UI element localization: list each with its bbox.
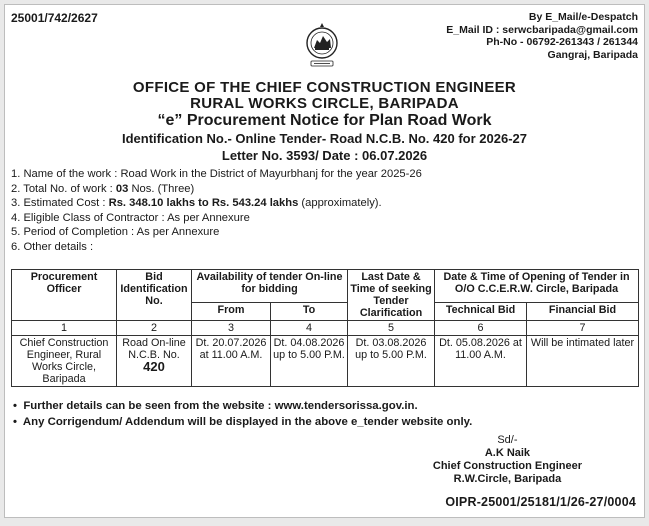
notice-title: “e” Procurement Notice for Plan Road Work [157,112,492,129]
odisha-emblem-icon [301,19,343,73]
bullet-website-note: • Further details can be seen from the website : www.tendersorissa.gov.in. [13,400,418,412]
cell-financial-bid: Will be intimated later [527,336,639,387]
column-number: 3 [192,321,271,336]
office-location: Gangraj, Baripada [547,48,638,61]
header-bid-identification: Bid Identification No. [117,270,192,321]
signature-block [433,434,582,486]
reference-number: 25001/742/2627 [11,11,98,25]
header-from: From [192,302,271,320]
cell-bid-identification: Road On-line N.C.B. No. 420 [117,336,192,387]
bullet-corrigendum-note: • Any Corrigendum/ Addendum will be displayed in the above e_tender website only. [13,416,473,428]
column-number: 7 [527,321,639,336]
detail-item: 3. Estimated Cost : Rs. 348.10 lakhs to Rs. 543.24 lakhs (approximately). [11,197,382,210]
detail-item: 4. Eligible Class of Contractor : As per Annexure [11,211,250,224]
column-number: 2 [117,321,192,336]
notice-page [4,4,645,518]
column-number: 4 [271,321,348,336]
detail-item: 6. Other details : [11,240,94,253]
header-procurement-officer: Procurement Officer [12,270,117,321]
cell-last-date: Dt. 03.08.2026 up to 5.00 P.M. [348,336,435,387]
header-technical-bid: Technical Bid [435,302,527,320]
header-to: To [271,302,348,320]
letter-number: Letter No. 3593/ Date : 06.07.2026 [221,148,428,163]
office-title: OFFICE OF THE CHIEF CONSTRUCTION ENGINEER [132,79,517,96]
contact-block [446,11,638,61]
column-number: 1 [12,321,117,336]
signatory-name: A.K Naik [484,447,531,459]
cell-from: Dt. 20.07.2026 at 11.00 A.M. [192,336,271,387]
phone-numbers: Ph-No - 06792-261343 / 261344 [486,36,638,48]
header-financial-bid: Financial Bid [527,302,639,320]
work-details-list [11,167,422,255]
cell-to: Dt. 04.08.2026 up to 5.00 P.M. [271,336,348,387]
detail-item: 2. Total No. of work : 03 Nos. (Three) [11,182,195,195]
identification-number: Identification No.- Online Tender- Road N.C.B. No. 420 for 2026-27 [122,131,527,146]
column-number: 5 [348,321,435,336]
detail-item: 1. Name of the work : Road Work in the District of Mayurbhanj for the year 2025-26 [11,168,422,180]
cell-technical-bid: Dt. 05.08.2026 at 11.00 A.M. [435,336,527,387]
header-opening: Date & Time of Opening of Tender in O/O C.C.E.R.W. Circle, Baripada [435,270,639,303]
cell-procurement-officer: Chief Construction Engineer, Rural Works Circle, Baripada [12,336,117,387]
despatch-mode: By E_Mail/e-Despatch [528,11,638,23]
circle-title: RURAL WORKS CIRCLE, BARIPADA [190,95,459,112]
table-row [12,336,639,387]
column-number-row [12,321,639,336]
signatory-designation: Chief Construction Engineer [432,460,582,472]
tender-schedule-table [11,269,639,387]
signed-mark: Sd/- [497,434,518,446]
detail-item: 5. Period of Completion : As per Annexure [11,226,220,239]
oipr-code: OIPR-25001/25181/1/26-27/0004 [445,495,636,509]
email-id: E_Mail ID : serwcbaripada@gmail.com [446,23,638,36]
header-last-date: Last Date & Time of seeking Tender Clarification [348,270,435,321]
column-number: 6 [435,321,527,336]
signatory-circle: R.W.Circle, Baripada [453,473,562,485]
header-availability: Availability of tender On-line for bidding [192,270,348,303]
